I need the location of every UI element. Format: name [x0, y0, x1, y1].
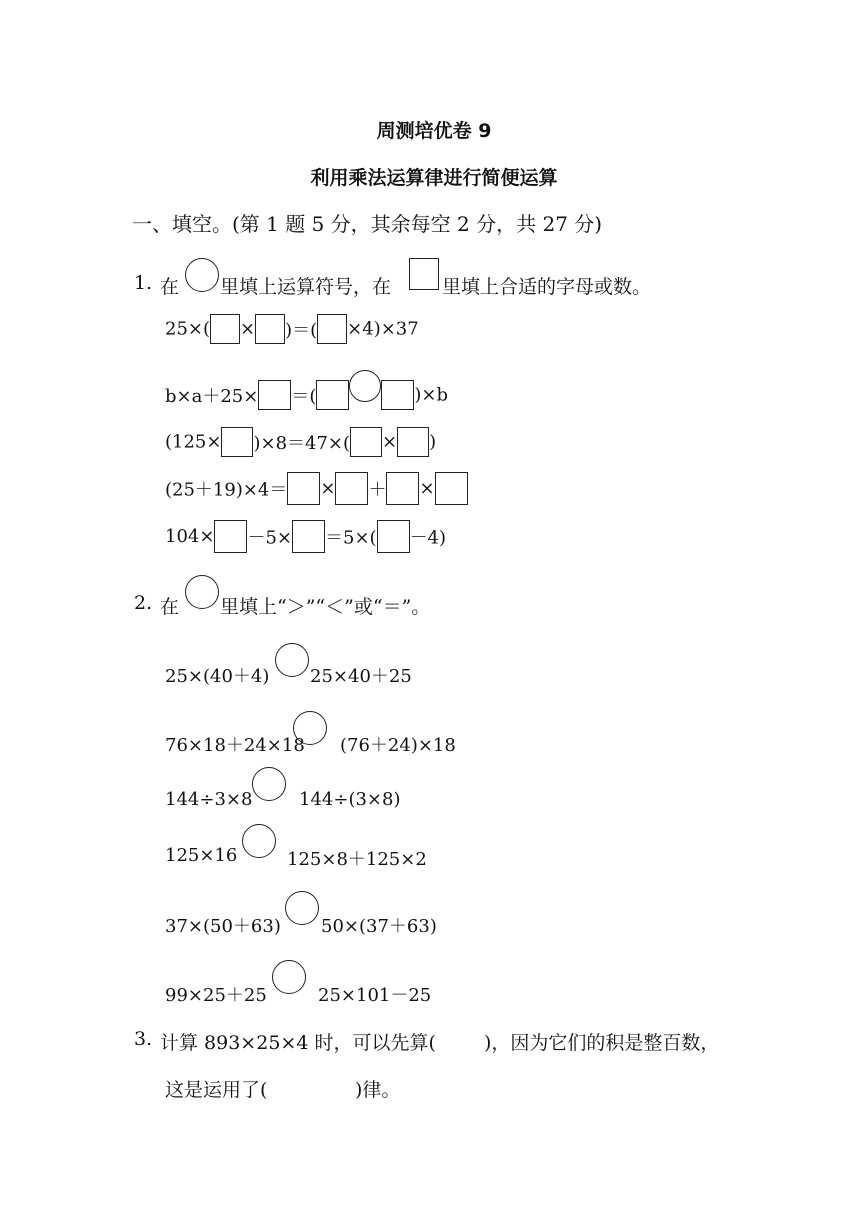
- compare-left: 37×(50＋63): [165, 916, 281, 937]
- q1-number: 1.: [134, 272, 153, 294]
- q2-prompt-part2: 里填上“＞”“＜”或“＝”。: [220, 596, 431, 618]
- q1-line-4: [165, 472, 468, 505]
- text: ＝(: [291, 386, 317, 407]
- text: )＝(: [285, 320, 318, 341]
- q1-prompt-part2: 里填上运算符号，在: [220, 276, 392, 298]
- answer-box[interactable]: [255, 314, 285, 344]
- answer-box[interactable]: [292, 520, 325, 553]
- text: b×a＋25×: [165, 386, 259, 407]
- compare-circle[interactable]: [242, 824, 276, 858]
- box-example: [409, 258, 439, 290]
- text: 25×(: [165, 318, 211, 340]
- answer-blank[interactable]: [277, 1077, 355, 1101]
- answer-box[interactable]: [214, 520, 247, 553]
- text: ×: [419, 478, 435, 499]
- compare-right: 25×101－25: [318, 985, 432, 1006]
- compare-circle[interactable]: [293, 711, 327, 745]
- compare-right: (76＋24)×18: [340, 735, 456, 756]
- q3-line-2b: )律。: [355, 1079, 401, 1101]
- answer-box[interactable]: [258, 380, 291, 410]
- text: ×: [320, 478, 336, 499]
- answer-circle[interactable]: [349, 370, 381, 402]
- text: ): [429, 431, 437, 453]
- answer-box[interactable]: [350, 427, 382, 457]
- text: －5×: [247, 527, 292, 549]
- q2-number: 2.: [134, 592, 153, 614]
- text: (25＋19)×4＝: [165, 479, 288, 501]
- text: )×b: [414, 384, 448, 406]
- answer-box[interactable]: [335, 472, 368, 505]
- compare-left: 76×18＋24×18: [165, 735, 305, 756]
- text: －4): [409, 527, 447, 549]
- answer-box[interactable]: [210, 314, 240, 344]
- compare-left: 125×16: [165, 845, 238, 866]
- compare-left: 25×(40＋4): [165, 666, 270, 687]
- text: ×: [382, 431, 398, 453]
- answer-box[interactable]: [386, 472, 419, 505]
- text: 104×: [165, 526, 215, 547]
- compare-circle[interactable]: [272, 960, 306, 994]
- answer-box[interactable]: [381, 380, 414, 410]
- answer-box[interactable]: [317, 314, 347, 344]
- circle-example: [185, 575, 219, 609]
- text: ×4)×37: [347, 318, 419, 340]
- q1-line-3: [165, 427, 436, 457]
- q3-line-2a: 这是运用了(: [165, 1079, 268, 1101]
- answer-box[interactable]: [316, 380, 349, 410]
- q1-line-1: [165, 314, 419, 344]
- compare-circle[interactable]: [275, 643, 309, 677]
- answer-box[interactable]: [221, 427, 253, 457]
- q1-line-5: [165, 520, 446, 553]
- answer-box[interactable]: [287, 472, 320, 505]
- compare-circle[interactable]: [252, 767, 286, 801]
- answer-box[interactable]: [377, 520, 410, 553]
- compare-right: 25×40＋25: [310, 666, 412, 687]
- text: ＋: [368, 479, 387, 501]
- q3-line-1a: 计算 893×25×4 时，可以先算(: [160, 1032, 436, 1054]
- compare-right: 125×8＋125×2: [287, 849, 427, 870]
- answer-box[interactable]: [397, 427, 429, 457]
- compare-circle[interactable]: [285, 891, 319, 925]
- text: ＝5×(: [325, 527, 377, 549]
- text: (125×: [165, 431, 222, 453]
- answer-blank[interactable]: [426, 1030, 484, 1054]
- compare-right: 50×(37＋63): [321, 916, 437, 937]
- q3-line-1b: )，因为它们的积是整百数，: [484, 1032, 720, 1054]
- answer-box[interactable]: [435, 472, 468, 505]
- q1-line-2: [165, 370, 448, 410]
- circle-example: [185, 258, 219, 292]
- compare-left: 99×25＋25: [165, 985, 267, 1006]
- q1-prompt-part3: 里填上合适的字母或数。: [442, 276, 652, 298]
- text: )×8＝47×(: [253, 433, 351, 454]
- compare-left: 144÷3×8: [165, 789, 253, 810]
- section-heading: 一、填空。(第 1 题 5 分，其余每空 2 分，共 27 分): [132, 212, 603, 236]
- text: ×: [240, 318, 256, 340]
- q2-prompt-part1: 在: [160, 596, 180, 618]
- page-title: 周测培优卷 9: [376, 120, 492, 142]
- compare-right: 144÷(3×8): [299, 789, 401, 810]
- q3-number: 3.: [134, 1028, 153, 1050]
- page-subtitle: 利用乘法运算律进行简便运算: [310, 167, 558, 189]
- q1-prompt-part1: 在: [160, 276, 180, 298]
